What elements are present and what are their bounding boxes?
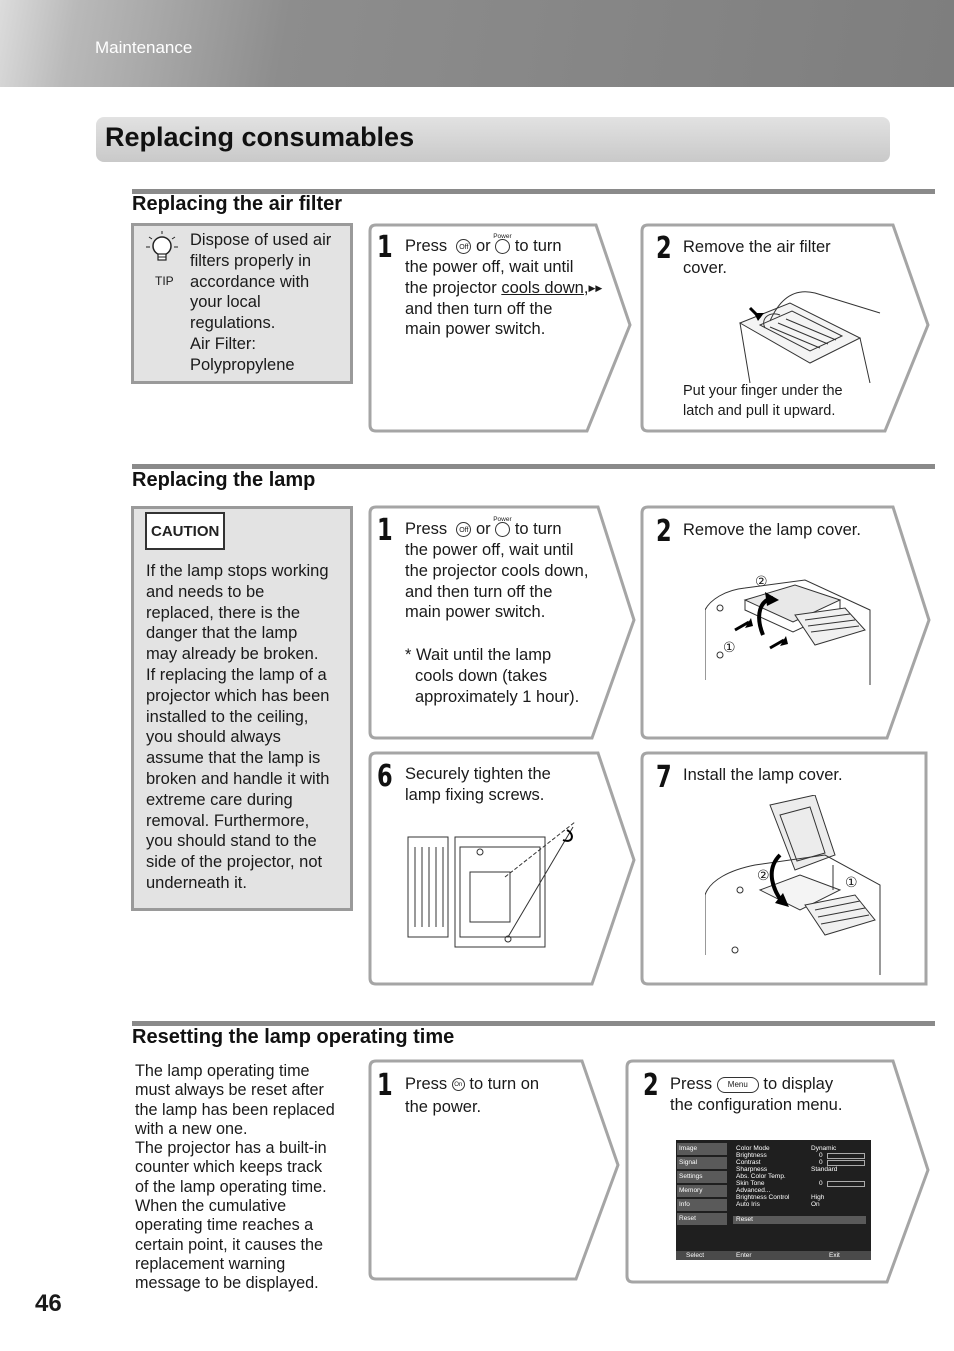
step-number: 2 <box>656 514 672 549</box>
menu-footer-exit: Exit <box>829 1252 840 1259</box>
step-number: 6 <box>377 759 393 794</box>
lamp-step2-text: Remove the lamp cover. <box>683 521 861 539</box>
menu-item: Auto Iris <box>736 1201 760 1208</box>
lamp-step6-text: Securely tighten the lamp fixing screws. <box>405 765 551 804</box>
menu-item: Skin Tone <box>736 1180 765 1187</box>
reset-step1-text: Press On to turn on the power. <box>405 1075 540 1116</box>
power-caption: Power <box>493 516 512 524</box>
menu-item: Contrast <box>736 1159 761 1166</box>
menu-tab[interactable]: Settings <box>679 1173 703 1180</box>
step-number: 2 <box>643 1068 659 1103</box>
menu-item: Abs. Color Temp. <box>736 1173 786 1180</box>
heading-reset: Resetting the lamp operating time <box>132 1026 455 1048</box>
menu-item: Sharpness <box>736 1166 768 1173</box>
caution-label: CAUTION <box>151 523 220 540</box>
page-number: 46 <box>35 1290 62 1317</box>
heading-lamp: Replacing the lamp <box>132 469 316 491</box>
reset-step2-text: Press Menu to display the configuration menu. <box>670 1075 843 1114</box>
menu-tab[interactable]: Reset <box>679 1215 696 1222</box>
off-button-icon: Off <box>456 522 471 537</box>
air-filter-step2-text: Remove the air filter cover. <box>683 238 831 277</box>
circled-number-2: ② <box>755 574 768 590</box>
menu-footer-select: Select <box>686 1252 705 1259</box>
menu-tab[interactable]: Info <box>679 1201 690 1208</box>
menu-tab[interactable]: Memory <box>679 1187 703 1194</box>
step-number: 1 <box>377 1068 393 1103</box>
lamp-step7-text: Install the lamp cover. <box>683 766 843 784</box>
menu-reset-item[interactable]: Reset <box>736 1216 753 1223</box>
air-filter-cover-illustration <box>730 283 890 383</box>
menu-footer <box>676 1251 871 1260</box>
tip-text: Dispose of used air filters properly in accordance with your local regulations. Air Filter: Polypropylene <box>190 231 332 374</box>
menu-item: Advanced... <box>736 1187 771 1194</box>
circled-number-2: ② <box>757 868 770 884</box>
menu-value: 0 <box>819 1152 823 1159</box>
lamp-cover-install-illustration <box>705 795 885 975</box>
menu-item: Color Mode <box>736 1145 770 1152</box>
heading-air-filter: Replacing the air filter <box>132 193 343 215</box>
menu-value: Dynamic <box>811 1145 837 1152</box>
config-menu-screenshot <box>676 1140 871 1260</box>
menu-item: Brightness <box>736 1152 767 1159</box>
menu-value: 0 <box>819 1180 823 1187</box>
power-caption: Power <box>493 233 512 241</box>
section-label: Maintenance <box>95 38 193 57</box>
lamp-screws-illustration <box>405 812 585 957</box>
link-arrow-icon: ▶▶ <box>588 282 603 293</box>
menu-value: On <box>811 1201 820 1208</box>
lamp-cover-removal-illustration <box>705 570 875 685</box>
menu-value: 0 <box>819 1159 823 1166</box>
caution-text: If the lamp stops working and needs to be replaced, there is the danger that the lamp may already be broken. If replacing the lamp of a projector which has been installed to the ceiling, you should always assume that the lamp is broken and handle it with extreme care during removal. Furthermore, you should stand to the side of the projector, not underneath it. <box>146 562 330 892</box>
circled-number-1: ① <box>845 875 858 891</box>
step-number: 2 <box>656 231 672 266</box>
menu-button-icon: Menu <box>717 1077 759 1093</box>
menu-value: High <box>811 1194 825 1201</box>
menu-footer-enter: Enter <box>736 1252 752 1259</box>
page-title: Replacing consumables <box>105 122 415 152</box>
cools-down-link[interactable]: cools down <box>501 278 584 297</box>
menu-tab[interactable]: Signal <box>679 1159 698 1166</box>
air-filter-step1-text: Press Off or Power to turn the power off, wait until the projector cools down,▶▶ and then turn off the main power switch. <box>405 236 620 340</box>
step-number: 1 <box>377 230 393 265</box>
menu-item: Brightness Control <box>736 1194 790 1201</box>
on-button-icon: On <box>452 1078 465 1091</box>
off-button-icon: Off <box>456 239 471 254</box>
air-filter-caption: Put your finger under the latch and pull it upward. <box>683 383 843 419</box>
step-number: 1 <box>377 513 393 548</box>
menu-value: Standard <box>811 1166 838 1173</box>
reset-intro: The lamp operating time must always be reset after the lamp has been replaced with a new one. The projector has a built-in counter which keeps track of the lamp operating time. When the cumulative operating time reaches a certain point, it causes the replacement warning message to be displayed. <box>135 1062 335 1293</box>
menu-tab[interactable]: Image <box>679 1145 698 1152</box>
step-number: 7 <box>656 760 672 795</box>
circled-number-1: ① <box>723 640 736 656</box>
tip-label: TIP <box>155 274 174 288</box>
lamp-step1-text: Press Off or Power to turn the power off, wait until the projector cools down, and then turn off the main power switch. * Wait until the lamp cools down (takes approximately 1 hour). <box>405 519 625 708</box>
